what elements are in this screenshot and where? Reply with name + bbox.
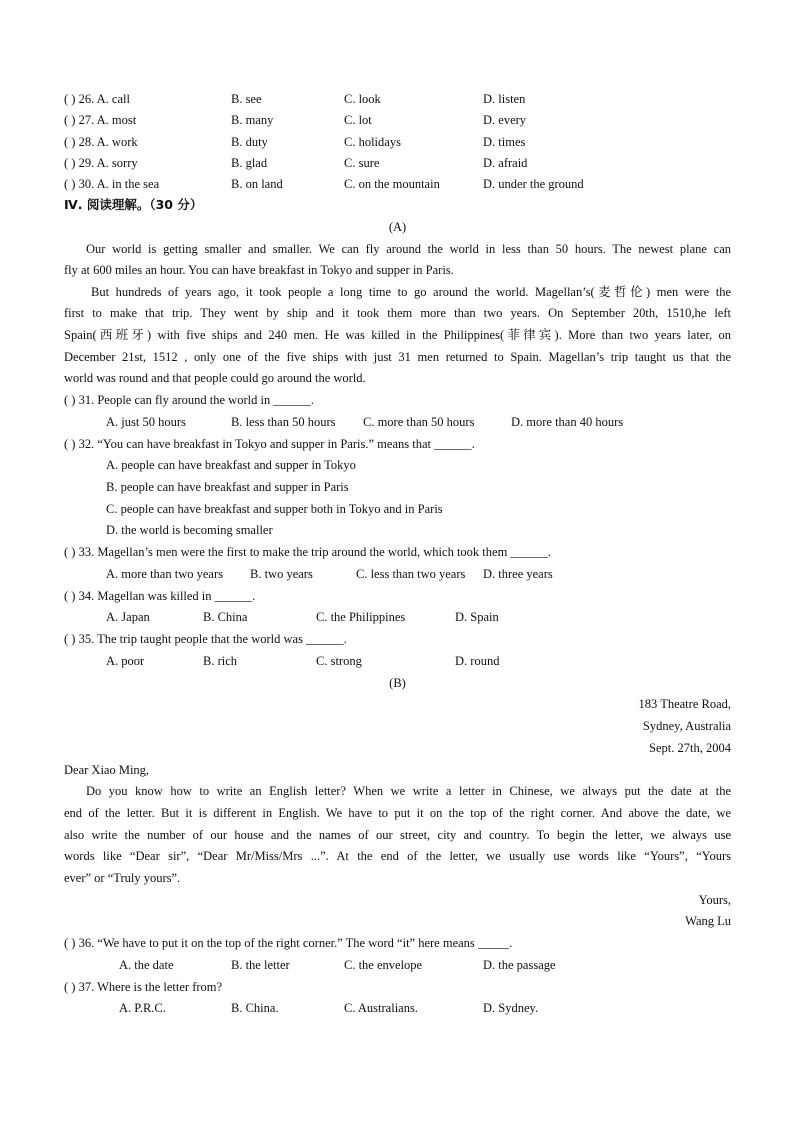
cloze-row <box>64 91 744 107</box>
letter-greeting: Dear Xiao Ming, <box>64 763 150 777</box>
question-35-stem: ( ) 35. The trip taught people that the world was ______. <box>64 632 347 646</box>
option-c: C. people can have breakfast and supper both in Tokyo and in Paris <box>106 502 443 516</box>
cloze-row <box>64 134 744 150</box>
passage-a-line: fly at 600 miles an hour. You can have breakfast in Tokyo and supper in Paris. <box>64 263 454 277</box>
question-34-stem: ( ) 34. Magellan was killed in ______. <box>64 589 256 603</box>
question-33-stem: ( ) 33. Magellan’s men were the first to make the trip around the world, which took them ______. <box>64 545 552 559</box>
letter-body-line: ever” or “Truly yours”. <box>64 871 181 885</box>
cloze-option-b: B. glad <box>231 156 268 170</box>
passage-a-line: December 21st, 1512 , only one of the five ships with just 31 men returned to Spain. Magellan’s trip taught us that the <box>64 350 731 364</box>
letter-date: Sept. 27th, 2004 <box>649 741 731 755</box>
option-d: D. the world is becoming smaller <box>106 523 273 537</box>
option-c: C. more than 50 hours <box>363 415 475 429</box>
letter-body-line: Do you know how to write an English letter? When we write a letter in Chinese, we always put the date at the <box>86 784 731 798</box>
section-heading: Ⅳ. 阅读理解。（30 分） <box>64 197 203 212</box>
cloze-option-d: D. every <box>483 113 527 127</box>
letter-address-line: Sydney, Australia <box>642 719 731 733</box>
cloze-option-b: B. many <box>231 113 274 127</box>
question-36-options <box>64 957 744 973</box>
option-a: A. people can have breakfast and supper in Tokyo <box>106 458 356 472</box>
letter-signature: Wang Lu <box>685 914 731 928</box>
passage-a-line: world was round and that people could go around the world. <box>64 371 366 385</box>
option-d: D. three years <box>483 567 553 581</box>
letter-body-line: end of the letter. But it is different in English. We have to put it on the top of the right corner. And above the date, we <box>64 806 731 820</box>
cloze-question: ( ) 29. A. sorry <box>64 156 138 170</box>
cloze-option-c: C. sure <box>344 156 380 170</box>
option-a: A. the date <box>119 958 174 972</box>
cloze-row <box>64 176 744 192</box>
letter-body-line: words like “Dear sir”, “Dear Mr/Miss/Mrs ...”. At the end of the letter, we usually use words like “Yours”, “Yours <box>64 849 731 863</box>
question-32-stem: ( ) 32. “You can have breakfast in Tokyo and supper in Paris.” means that ______. <box>64 437 475 451</box>
option-c: C. the envelope <box>344 958 423 972</box>
cloze-option-b: B. see <box>231 92 262 106</box>
option-a: A. poor <box>106 654 145 668</box>
option-c: C. the Philippines <box>316 610 406 624</box>
option-c: C. Australians. <box>344 1001 418 1015</box>
option-d: D. more than 40 hours <box>511 415 624 429</box>
option-b: B. the letter <box>231 958 290 972</box>
cloze-option-b: B. on land <box>231 177 283 191</box>
passage-a-line: Spain(西班牙) with five ships and 240 men. He was killed in the Philippines(菲律宾). More than two years later, on <box>64 328 731 342</box>
option-a: A. P.R.C. <box>119 1001 166 1015</box>
option-b: B. China. <box>231 1001 279 1015</box>
question-31-stem: ( ) 31. People can fly around the world in ______. <box>64 393 314 407</box>
question-31-options <box>64 414 744 430</box>
passage-a-line: Our world is getting smaller and smaller. We can fly around the world in less than 50 hours. The newest plane can <box>86 242 731 256</box>
option-d: D. round <box>455 654 500 668</box>
cloze-row <box>64 112 744 128</box>
cloze-question: ( ) 27. A. most <box>64 113 137 127</box>
question-34-options <box>64 609 744 625</box>
cloze-option-c: C. on the mountain <box>344 177 440 191</box>
passage-a-line: But hundreds of years ago, it took people a long time to go around the world. Magellan’s(麦哲伦) men were the <box>91 285 731 299</box>
option-c: C. less than two years <box>356 567 466 581</box>
cloze-option-d: D. times <box>483 135 526 149</box>
question-37-stem: ( ) 37. Where is the letter from? <box>64 980 223 994</box>
letter-body-line: also write the number of our house and the names of our street, city and country. To begin the letter, we always use <box>64 828 731 842</box>
letter-address-line: 183 Theatre Road, <box>638 697 731 711</box>
option-b: B. less than 50 hours <box>231 415 336 429</box>
cloze-question: ( ) 26. A. call <box>64 92 130 106</box>
option-c: C. strong <box>316 654 362 668</box>
option-b: B. people can have breakfast and supper in Paris <box>106 480 349 494</box>
cloze-option-b: B. duty <box>231 135 268 149</box>
option-b: B. China <box>203 610 248 624</box>
cloze-option-d: D. afraid <box>483 156 528 170</box>
option-d: D. Sydney. <box>483 1001 539 1015</box>
letter-closing: Yours, <box>698 893 731 907</box>
cloze-option-c: C. lot <box>344 113 372 127</box>
cloze-option-d: D. under the ground <box>483 177 584 191</box>
option-b: B. two years <box>250 567 313 581</box>
option-a: A. Japan <box>106 610 150 624</box>
option-d: D. Spain <box>455 610 499 624</box>
question-36-stem: ( ) 36. “We have to put it on the top of the right corner.” The word “it” here means _____. <box>64 936 513 950</box>
cloze-option-c: C. holidays <box>344 135 401 149</box>
cloze-option-d: D. listen <box>483 92 526 106</box>
cloze-question: ( ) 28. A. work <box>64 135 138 149</box>
option-b: B. rich <box>203 654 238 668</box>
cloze-question: ( ) 30. A. in the sea <box>64 177 160 191</box>
passage-a-label: (A) <box>388 220 407 234</box>
question-35-options <box>64 653 744 669</box>
option-a: A. more than two years <box>106 567 223 581</box>
passage-a-line: first to make that trip. They went by ship and it took them more than two years. On September 20th, 1510,he left <box>64 306 731 320</box>
passage-b-label: (B) <box>389 676 406 690</box>
question-33-options <box>64 566 744 582</box>
cloze-option-c: C. look <box>344 92 381 106</box>
option-d: D. the passage <box>483 958 556 972</box>
cloze-row <box>64 155 744 171</box>
question-37-options <box>64 1000 744 1016</box>
option-a: A. just 50 hours <box>106 415 186 429</box>
